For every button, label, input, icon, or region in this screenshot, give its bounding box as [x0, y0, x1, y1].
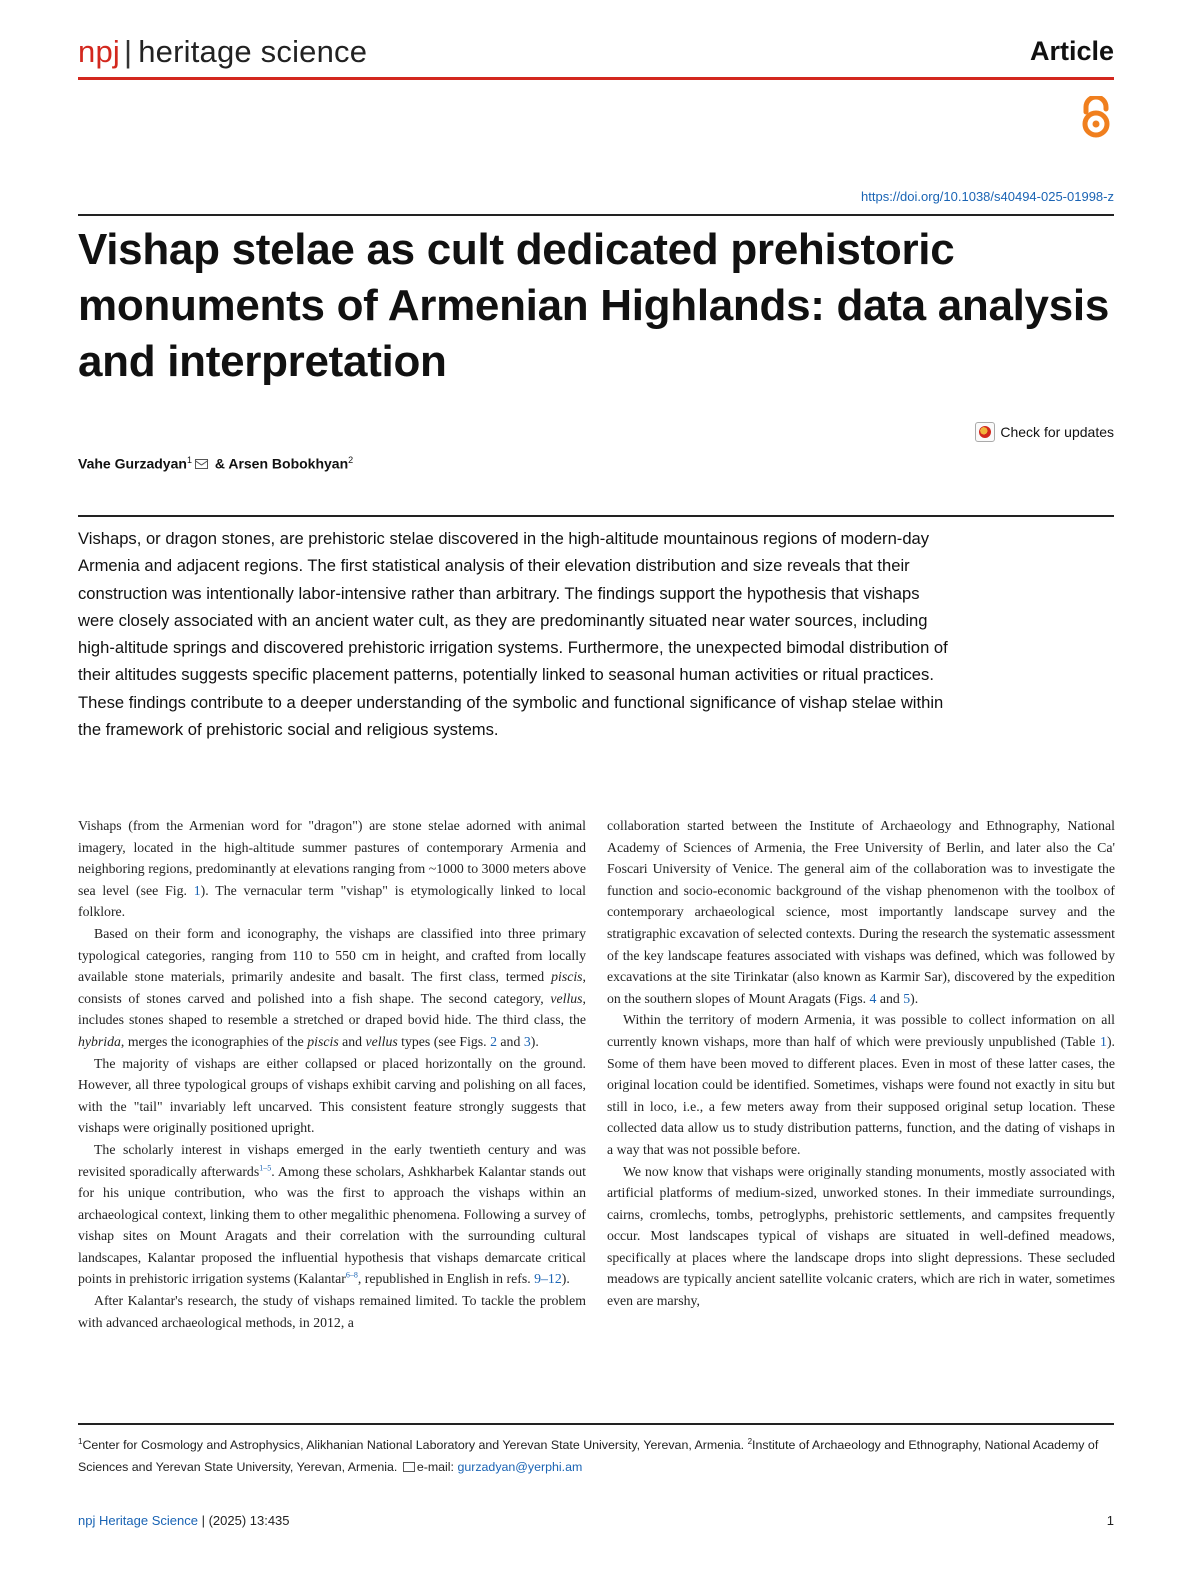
figure-link[interactable]: 3 [523, 1033, 531, 1049]
body-paragraph: After Kalantar's research, the study of vishaps remained limited. To tackle the problem with advanced archaeological methods, in 2012, a [78, 1293, 586, 1330]
email-link[interactable]: gurzadyan@yerphi.am [457, 1460, 583, 1474]
body-paragraph: The majority of vishaps are either collapsed or placed horizontally on the ground. However, all three typological groups of vishaps exhibit carving and polishing on all faces, with the "tail" invariably left uncarved. This consistent feature strongly suggests that vishaps were originally positioned upright. [78, 1055, 586, 1136]
figure-link[interactable]: 4 [869, 990, 877, 1006]
body-column-right [607, 815, 1115, 1312]
page-footer [78, 1513, 290, 1528]
article-title: Vishap stelae as cult dedicated prehistoric monuments of Armenian Highlands: data analysis and interpretation [78, 225, 1109, 386]
journal-separator: | [123, 34, 133, 69]
affiliation-marker: 1 [186, 455, 192, 465]
reference-link[interactable]: 1–5 [259, 1162, 272, 1172]
footnote-divider [78, 1423, 1114, 1425]
footer-journal-link[interactable]: npj Heritage Science [78, 1513, 198, 1528]
journal-logo[interactable] [78, 34, 367, 70]
page-number: 1 [1106, 1513, 1114, 1528]
affiliations: $^1$Center for Cosmology and Astrophysics, Alikhanian National Laboratory and Yerevan State University, Yerevan, Armenia. $^2$Institute of Archaeology and Ethnography, National Academy of Sciences and Yerevan State University, Yerevan, Armenia. e-mail: gurzadyan@yerphi.am [78, 1436, 1099, 1474]
abstract-divider [78, 515, 1114, 517]
table-link[interactable]: 1 [1100, 1033, 1107, 1049]
author-name[interactable]: Arsen Bobokhyan [228, 455, 349, 472]
title-divider [78, 214, 1114, 216]
body-paragraph: Based on their form and iconography, the vishaps are classified into three primary typological categories, ranging from 110 to 550 cm in height, and crafted from locally available stone materials, primarily andesite and basalt. The first class, termed piscis, consists of stones carved and polished into a fish shape. The second category, vellus, includes stones shaped to resemble a stretched or draped bovid hide. The third class, the hybrida, merges the iconographies of the piscis and vellus types (see Figs. 2 and 3). [78, 925, 586, 1049]
affiliation-marker: 2 [348, 455, 354, 465]
reference-link[interactable]: 6–8 [345, 1270, 358, 1280]
figure-link[interactable]: 1 [193, 882, 201, 898]
header-divider [78, 77, 1114, 80]
author-list [78, 455, 353, 472]
mail-icon[interactable] [195, 459, 208, 469]
author-connector: & [210, 455, 229, 472]
check-updates-button[interactable] [975, 421, 1114, 443]
body-column-left [78, 815, 586, 1333]
article-type-label: Article [1029, 36, 1114, 66]
crossmark-icon [975, 422, 995, 442]
journal-prefix: npj [78, 34, 120, 69]
doi-link[interactable]: https://doi.org/10.1038/s40494-025-01998-z [861, 189, 1114, 204]
journal-header [78, 34, 1114, 74]
body-paragraph: Within the territory of modern Armenia, it was possible to collect information on all currently known vishaps, more than half of which were previously unpublished (Table 1). Some of them have been moved to different places. Even in most of these latter cases, the original location could be identified. Sometimes, vishaps were found not exactly in situ but still in loco, i.e., a few meters away from their supposed original setup location. These collected data allow us to study distribution patterns, function, and the dating of vishaps in a way that was not possible before. [607, 1012, 1115, 1157]
figure-link[interactable]: 2 [490, 1033, 497, 1049]
footer-citation: | (2025) 13:435 [197, 1513, 290, 1528]
mail-icon [403, 1462, 415, 1472]
journal-name: heritage science [138, 34, 368, 69]
figure-link[interactable]: 5 [903, 990, 911, 1006]
open-access-icon[interactable] [1078, 96, 1114, 138]
author-name[interactable]: Vahe Gurzadyan [78, 455, 187, 472]
check-updates-label: Check for updates [1000, 424, 1114, 440]
body-paragraph: We now know that vishaps were originally standing monuments, mostly associated with artificial platforms of medium-sized, unworked stones. In their immediate surroundings, cairns, cromlechs, tombs, petroglyphs, prehistoric settlements, and campsites frequently occur. Most landscapes typical of vishaps are situated in well-defined meadows, specifically at places where the landscape drops into slight depressions. These secluded meadows are typically ancient satellite volcanic craters, which are rich in water, sometimes even are marshy, [607, 1163, 1115, 1309]
body-paragraph: The scholarly interest in vishaps emerged in the early twentieth century and was revisited sporadically afterwards$^{1-5}$. Among these scholars, Ashkharbek Kalantar stands out for his unique contribution, who was the first to approach the vishaps within an archaeological context, linking them to other megalithic phenomena. Following a survey of vishap sites on Mount Aragats and their correlation with the surrounding cultural landscapes, Kalantar proposed the influential hypothesis that vishaps demarcate critical points in prehistoric irrigation systems (Kalantar$^{6-8}$, republished in English in refs. 9–12). [78, 1141, 586, 1287]
body-paragraph: collaboration started between the Institute of Archaeology and Ethnography, National Academy of Sciences of Armenia, the Free University of Berlin, and later also the Ca' Foscari University of Venice. The general aim of the collaboration was to investigate the function and socio-economic background of the vishap phenomenon with the toolbox of contemporary archaeological science, most importantly landscape survey and the stratigraphic excavation of selected contexts. During the research the systematic assessment of the key landscape features associated with vishaps was defined, which was followed by excavations at the site Tirinkatar (also known as Karmir Sar), discovered by the expedition on the southern slopes of Mount Aragats (Figs. 4 and 5). [607, 818, 1115, 1006]
abstract: Vishaps, or dragon stones, are prehistoric stelae discovered in the high-altitude mountainous regions of modern-day Armenia and adjacent regions. The first statistical analysis of their elevation distribution and size reveals that their construction was intentionally labor-intensive rather than arbitrary. The findings support the hypothesis that vishaps were closely associated with an ancient water cult, as they are predominantly situated near water sources, including high-altitude springs and discovered prehistoric irrigation systems. Furthermore, the unexpected bimodal distribution of their altitudes suggests specific placement patterns, potentially linked to seasonal human activities or ritual practices. These findings contribute to a deeper understanding of the symbolic and functional significance of vishap stelae within the framework of prehistoric social and religious systems. [78, 529, 948, 740]
body-paragraph: Vishaps (from the Armenian word for "dragon") are stone stelae adorned with animal imagery, located in the high-altitude summer pastures of contemporary Armenia and neighboring regions, predominantly at elevations ranging from ~1000 to 3000 meters above sea level (see Fig. 1). The vernacular term "vishap" is etymologically linked to local folklore. [78, 818, 586, 920]
reference-link[interactable]: 9–12 [534, 1271, 562, 1287]
